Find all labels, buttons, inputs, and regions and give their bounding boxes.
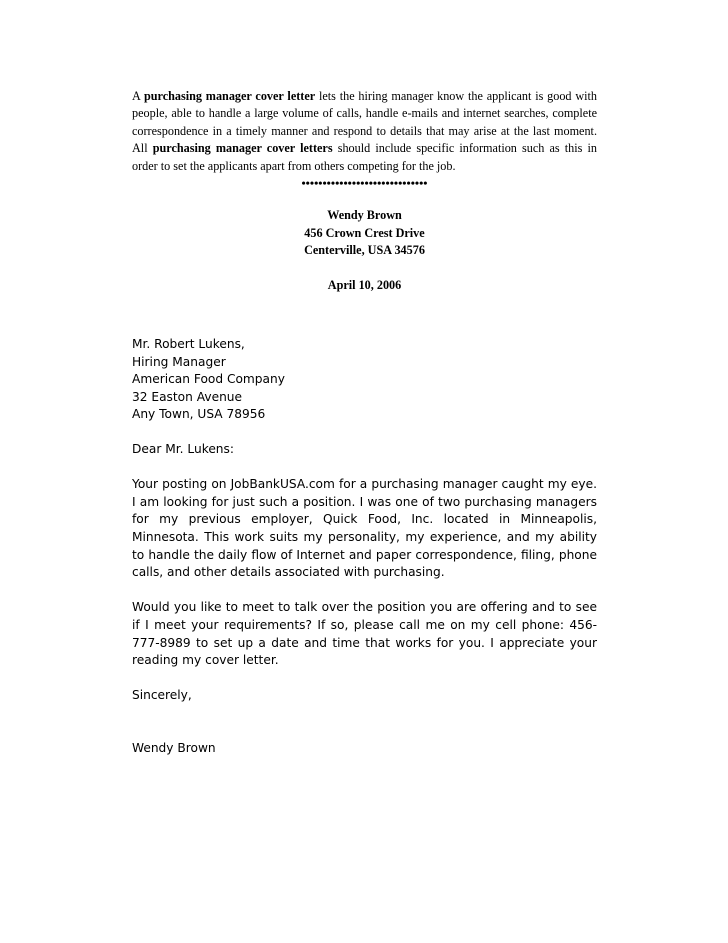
sender-city: Centerville, USA 34576 — [304, 243, 425, 258]
recipient-title: Hiring Manager — [132, 354, 226, 369]
body-paragraph-1: Your posting on JobBankUSA.com for a purchasing manager caught my eye. I am looking for just such a position. I was one of two purchasing managers for my previous employer, Quick Food, Inc. located in Minneapolis, Minnesota. This work suits my personality, my experience, and my ability to handle the daily flow of Internet and paper correspondence, filing, phone calls, and other details associated with purchasing. — [132, 477, 597, 580]
document-page — [132, 88, 597, 758]
body-paragraph-2: Would you like to meet to talk over the position you are offering and to see if I meet your requirements? If so, please call me on my cell phone: 456-777-8989 to set up a date and time that works for you. I appreciate your reading my cover letter. — [132, 600, 597, 668]
sender-street: 456 Crown Crest Drive — [304, 225, 425, 240]
signature-name: Wendy Brown — [132, 740, 216, 755]
recipient-company: American Food Company — [132, 372, 285, 387]
recipient-block — [132, 336, 597, 424]
recipient-name: Mr. Robert Lukens, — [132, 337, 245, 352]
letter-date: April 10, 2006 — [327, 277, 402, 292]
sender-block — [132, 207, 597, 260]
intro-bold-keyword: purchasing manager cover letter — [143, 89, 316, 103]
intro-bold-keyword: purchasing manager cover letters — [152, 141, 333, 156]
letter-body — [132, 336, 597, 757]
sender-name: Wendy Brown — [327, 208, 402, 223]
recipient-city: Any Town, USA 78956 — [132, 407, 266, 422]
intro-text: A — [132, 89, 144, 103]
closing: Sincerely, — [132, 688, 192, 703]
recipient-street: 32 Easton Avenue — [132, 389, 243, 404]
dotted-separator: •••••••••••••••••••••••••••••• — [301, 176, 428, 191]
intro-text: lets the hiring manager know the applicant is good with people, able to handle a large volume of calls, handle e-mails and internet searches, complete correspondence in a timely manner and respond to details that may arise at the last moment. All — [132, 89, 597, 156]
salutation: Dear Mr. Lukens: — [132, 442, 234, 456]
intro-paragraph — [132, 88, 597, 175]
intro-text: should include specific information such as this in order to set the applicants apart from others competing for the job. — [132, 141, 597, 173]
